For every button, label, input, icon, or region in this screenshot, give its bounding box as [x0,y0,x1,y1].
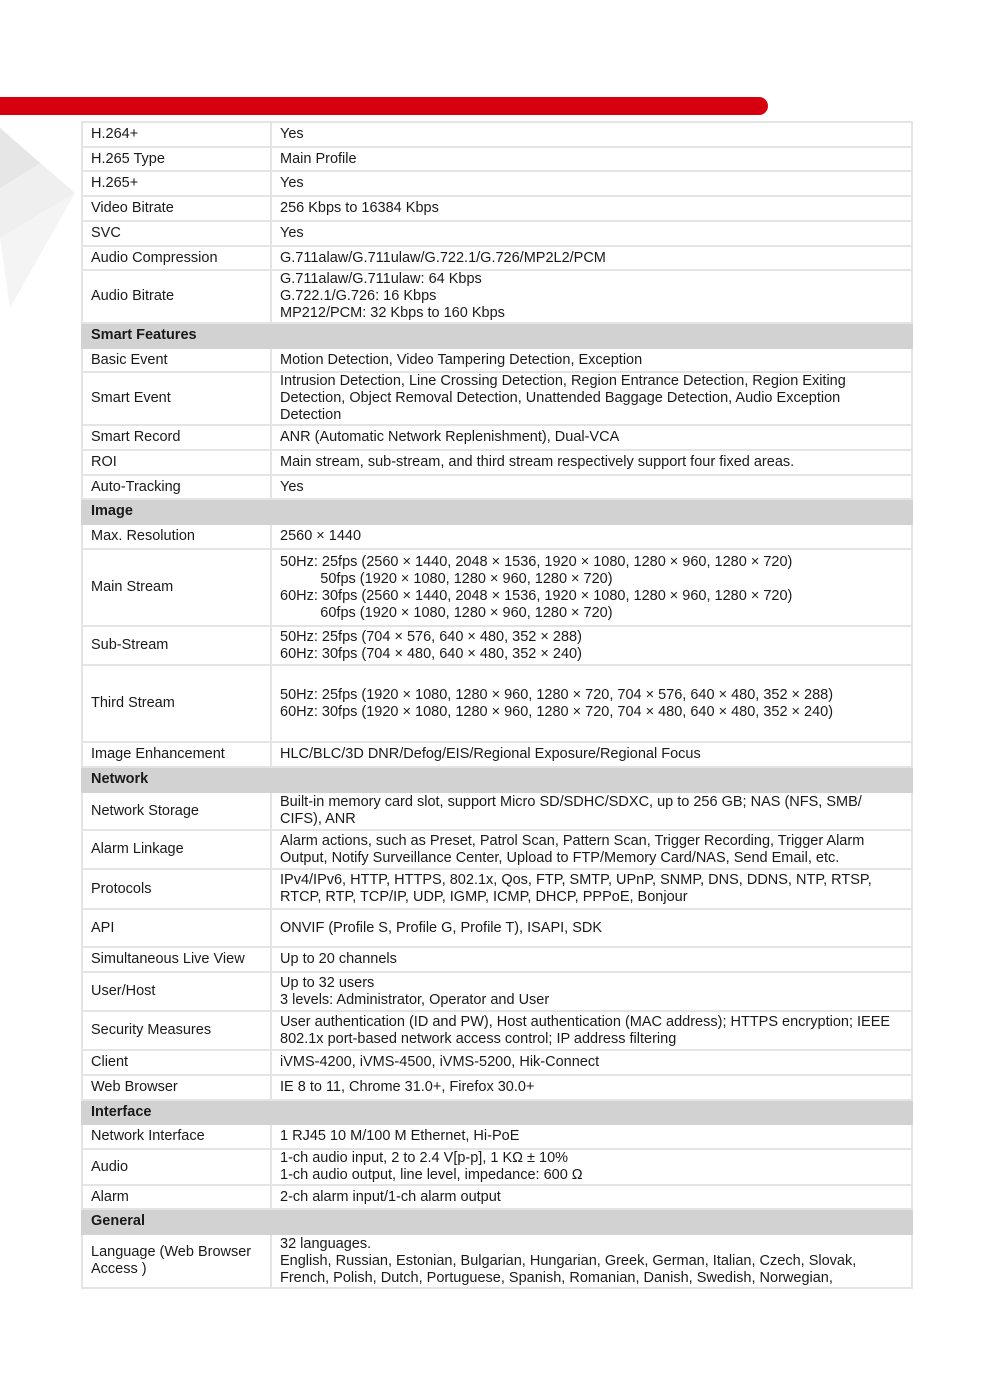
spec-label: Third Stream [82,665,271,742]
spec-label: Language (Web Browser Access ) [82,1234,271,1288]
table-row [82,792,912,830]
spec-label: Max. Resolution [82,524,271,549]
table-row [82,549,912,626]
spec-value: 2560 × 1440 [271,524,912,549]
spec-label: H.265 Type [82,147,271,171]
spec-value: 1 RJ45 10 M/100 M Ethernet, Hi-PoE [271,1124,912,1149]
table-row [82,1011,912,1050]
table-row [82,372,912,425]
table-row [82,742,912,767]
spec-value: Built-in memory card slot, support Micro SD/SDHC/SDXC, up to 256 GB; NAS (NFS, SMB/ CIFS), ANR [271,792,912,830]
table-row [82,1185,912,1209]
spec-value: 256 Kbps to 16384 Kbps [271,196,912,221]
table-row [82,147,912,171]
table-row [82,450,912,475]
spec-label: Main Stream [82,549,271,626]
spec-value: 50Hz: 25fps (704 × 576, 640 × 480, 352 × 288) 60Hz: 30fps (704 × 480, 640 × 480, 352 × 240) [271,626,912,665]
spec-value: 32 languages. English, Russian, Estonian, Bulgarian, Hungarian, Greek, German, Italian, Czech, Slovak, French, Polish, Dutch, Portuguese, Spanish, Romanian, Danish, Swedish, Norwegian, [271,1234,912,1288]
table-row [82,1075,912,1100]
table-row [82,475,912,499]
spec-value: Yes [271,221,912,246]
section-title: Smart Features [82,323,912,348]
section-title: Network [82,767,912,792]
spec-label: Auto-Tracking [82,475,271,499]
table-row [82,1124,912,1149]
spec-label: Network Storage [82,792,271,830]
table-row [82,830,912,869]
spec-label: Simultaneous Live View [82,947,271,972]
spec-value: Up to 20 channels [271,947,912,972]
table-row [82,196,912,221]
spec-value: Yes [271,122,912,147]
spec-label: Web Browser [82,1075,271,1100]
spec-value: IPv4/IPv6, HTTP, HTTPS, 802.1x, Qos, FTP, SMTP, UPnP, SNMP, DNS, DDNS, NTP, RTSP, RTCP, RTP, TCP/IP, UDP, IGMP, ICMP, DHCP, PPPoE, Bonjour [271,869,912,909]
spec-label: Video Bitrate [82,196,271,221]
spec-value: Intrusion Detection, Line Crossing Detection, Region Entrance Detection, Region Exiting Detection, Object Removal Detection, Unattended Baggage Detection, Audio Exception Detection [271,372,912,425]
spec-value: ANR (Automatic Network Replenishment), Dual-VCA [271,425,912,450]
spec-value: Main stream, sub-stream, and third stream respectively support four fixed areas. [271,450,912,475]
spec-label: Protocols [82,869,271,909]
spec-label: Sub-Stream [82,626,271,665]
table-row [82,972,912,1011]
table-row [82,947,912,972]
brand-star-decoration-icon [0,118,80,318]
section-header [82,323,912,348]
spec-label: Client [82,1050,271,1075]
table-row [82,246,912,270]
spec-label: Smart Record [82,425,271,450]
spec-value: 50Hz: 25fps (2560 × 1440, 2048 × 1536, 1920 × 1080, 1280 × 960, 1280 × 720) 50fps (1920 × 1080, 1280 × 960, 1280 × 720) 60Hz: 30fps (2560 × 1440, 2048 × 1536, 1920 × 1080, 1280 × 960, 1280 × 720) 60fps (1920 × 1080, 1280 × 960, 1280 × 720) [271,549,912,626]
spec-label: Security Measures [82,1011,271,1050]
spec-label: Audio Compression [82,246,271,270]
section-title: Image [82,499,912,524]
table-row [82,270,912,323]
section-title: Interface [82,1100,912,1124]
spec-value: User authentication (ID and PW), Host authentication (MAC address); HTTPS encryption; IEEE 802.1x port-based network access control; IP address filtering [271,1011,912,1050]
spec-label: Audio [82,1149,271,1185]
spec-value: HLC/BLC/3D DNR/Defog/EIS/Regional Exposure/Regional Focus [271,742,912,767]
table-row [82,626,912,665]
spec-value: 2-ch alarm input/1-ch alarm output [271,1185,912,1209]
spec-value: IE 8 to 11, Chrome 31.0+, Firefox 30.0+ [271,1075,912,1100]
table-row [82,869,912,909]
spec-label: SVC [82,221,271,246]
table-row [82,171,912,196]
spec-label: ROI [82,450,271,475]
header-accent-bar [0,97,768,115]
spec-label: Smart Event [82,372,271,425]
spec-label: User/Host [82,972,271,1011]
spec-label: Alarm [82,1185,271,1209]
spec-value: 1-ch audio input, 2 to 2.4 V[p-p], 1 KΩ ± 10% 1-ch audio output, line level, impedance: 600 Ω [271,1149,912,1185]
table-row [82,348,912,372]
spec-label: Audio Bitrate [82,270,271,323]
section-header [82,1209,912,1234]
section-title: General [82,1209,912,1234]
spec-value: 50Hz: 25fps (1920 × 1080, 1280 × 960, 1280 × 720, 704 × 576, 640 × 480, 352 × 288) 60Hz: 30fps (1920 × 1080, 1280 × 960, 1280 × 720, 704 × 480, 640 × 480, 352 × 240) [271,665,912,742]
spec-value: G.711alaw/G.711ulaw/G.722.1/G.726/MP2L2/PCM [271,246,912,270]
spec-label: Alarm Linkage [82,830,271,869]
spec-label: Network Interface [82,1124,271,1149]
spec-value: Main Profile [271,147,912,171]
spec-value: Alarm actions, such as Preset, Patrol Scan, Pattern Scan, Trigger Recording, Trigger Alarm Output, Notify Surveillance Center, Upload to FTP/Memory Card/NAS, Send Email, etc. [271,830,912,869]
spec-value: ONVIF (Profile S, Profile G, Profile T), ISAPI, SDK [271,909,912,947]
table-row [82,425,912,450]
table-row [82,122,912,147]
section-header [82,767,912,792]
section-header [82,1100,912,1124]
spec-value: iVMS-4200, iVMS-4500, iVMS-5200, Hik-Connect [271,1050,912,1075]
spec-label: Image Enhancement [82,742,271,767]
table-row [82,1234,912,1288]
table-row [82,1149,912,1185]
spec-value: Up to 32 users 3 levels: Administrator, Operator and User [271,972,912,1011]
spec-value: G.711alaw/G.711ulaw: 64 Kbps G.722.1/G.726: 16 Kbps MP212/PCM: 32 Kbps to 160 Kbps [271,270,912,323]
spec-value: Yes [271,171,912,196]
spec-label: H.265+ [82,171,271,196]
spec-value: Yes [271,475,912,499]
spec-label: H.264+ [82,122,271,147]
spec-label: Basic Event [82,348,271,372]
spec-label: API [82,909,271,947]
table-row [82,665,912,742]
spec-table [81,121,913,1289]
table-row [82,524,912,549]
table-row [82,1050,912,1075]
section-header [82,499,912,524]
table-row [82,221,912,246]
table-row [82,909,912,947]
spec-value: Motion Detection, Video Tampering Detection, Exception [271,348,912,372]
